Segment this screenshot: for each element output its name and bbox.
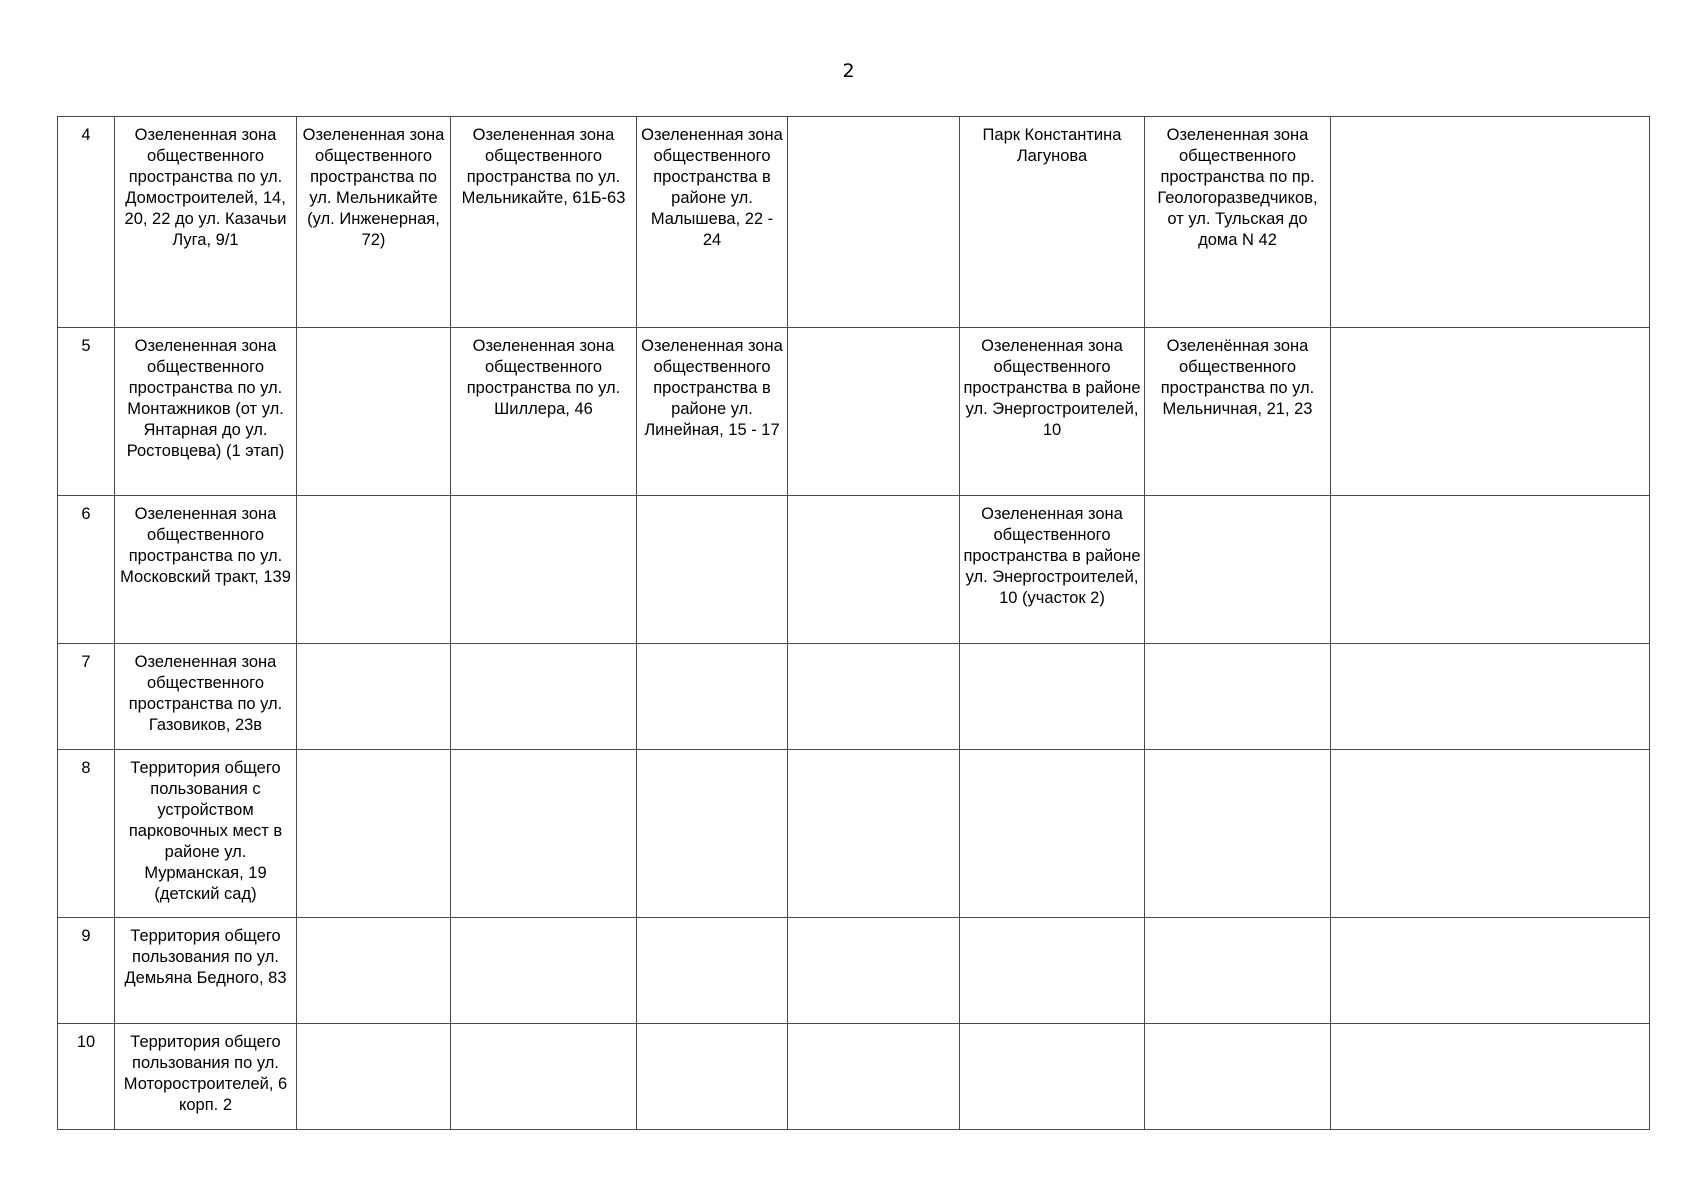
table-cell [637, 1024, 788, 1130]
row-number: 10 [58, 1024, 115, 1130]
table-row [58, 496, 1650, 644]
table-row [58, 328, 1650, 496]
table-cell [1145, 644, 1331, 750]
table-cell [1145, 1024, 1331, 1130]
table-cell: Озеленённая зона общественного пространства по ул. Мельничная, 21, 23 [1145, 328, 1331, 496]
table-cell: Озелененная зона общественного пространства по ул. Домостроителей, 14, 20, 22 до ул. Казачьи Луга, 9/1 [115, 117, 297, 328]
table-cell [788, 496, 960, 644]
table-row [58, 644, 1650, 750]
table-cell: Озелененная зона общественного пространства по ул. Мельникайте, 61Б-63 [451, 117, 637, 328]
table-cell [788, 1024, 960, 1130]
table-cell [451, 644, 637, 750]
table-cell [297, 496, 451, 644]
table-cell [788, 328, 960, 496]
table-cell [788, 750, 960, 918]
table-cell: Озелененная зона общественного пространства по ул. Монтажников (от ул. Янтарная до ул. Ростовцева) (1 этап) [115, 328, 297, 496]
row-number: 8 [58, 750, 115, 918]
table-cell [1331, 328, 1650, 496]
table-cell [297, 750, 451, 918]
table-cell [1145, 750, 1331, 918]
table-cell [1331, 117, 1650, 328]
table-cell: Озелененная зона общественного пространства по пр. Геологоразведчиков, от ул. Тульская до дома N 42 [1145, 117, 1331, 328]
table-cell: Озелененная зона общественного пространства в районе ул. Малышева, 22 - 24 [637, 117, 788, 328]
table-cell: Парк Константина Лагунова [960, 117, 1145, 328]
table-cell [1331, 1024, 1650, 1130]
row-number: 6 [58, 496, 115, 644]
table-cell [637, 644, 788, 750]
table-cell [297, 328, 451, 496]
table-cell [637, 750, 788, 918]
table-cell [297, 1024, 451, 1130]
row-number: 5 [58, 328, 115, 496]
table-cell [788, 117, 960, 328]
page-number: 2 [842, 60, 855, 82]
table-cell: Озелененная зона общественного пространства по ул. Московский тракт, 139 [115, 496, 297, 644]
document-table [57, 116, 1650, 1130]
table-cell [960, 644, 1145, 750]
table-cell [637, 496, 788, 644]
table-cell [451, 496, 637, 644]
table-cell [960, 750, 1145, 918]
table-cell [1331, 644, 1650, 750]
table-cell [451, 1024, 637, 1130]
table-cell: Озелененная зона общественного пространства по ул. Газовиков, 23в [115, 644, 297, 750]
row-number: 4 [58, 117, 115, 328]
table-cell [960, 918, 1145, 1024]
table-row [58, 117, 1650, 328]
table-cell [1145, 496, 1331, 644]
table-cell [297, 644, 451, 750]
table-cell [788, 918, 960, 1024]
row-number: 7 [58, 644, 115, 750]
table-cell: Территория общего пользования по ул. Демьяна Бедного, 83 [115, 918, 297, 1024]
table-cell: Территория общего пользования по ул. Моторостроителей, 6 корп. 2 [115, 1024, 297, 1130]
table-cell [1145, 918, 1331, 1024]
table-row [58, 918, 1650, 1024]
table-row [58, 1024, 1650, 1130]
table-cell [1331, 496, 1650, 644]
table-cell [297, 918, 451, 1024]
table-cell: Озелененная зона общественного пространства в районе ул. Энергостроителей, 10 [960, 328, 1145, 496]
table-cell [451, 918, 637, 1024]
table-cell: Озелененная зона общественного пространства по ул. Мельникайте (ул. Инженерная, 72) [297, 117, 451, 328]
table-cell [637, 918, 788, 1024]
table-cell [1331, 750, 1650, 918]
table-cell: Территория общего пользования с устройством парковочных мест в районе ул. Мурманская, 19 (детский сад) [115, 750, 297, 918]
row-number: 9 [58, 918, 115, 1024]
table-cell: Озелененная зона общественного пространства в районе ул. Энергостроителей, 10 (участок 2) [960, 496, 1145, 644]
table-cell: Озелененная зона общественного пространства в районе ул. Линейная, 15 - 17 [637, 328, 788, 496]
table-cell: Озелененная зона общественного пространства по ул. Шиллера, 46 [451, 328, 637, 496]
table-cell [451, 750, 637, 918]
table-cell [788, 644, 960, 750]
table-cell [1331, 918, 1650, 1024]
table-row [58, 750, 1650, 918]
table-cell [960, 1024, 1145, 1130]
